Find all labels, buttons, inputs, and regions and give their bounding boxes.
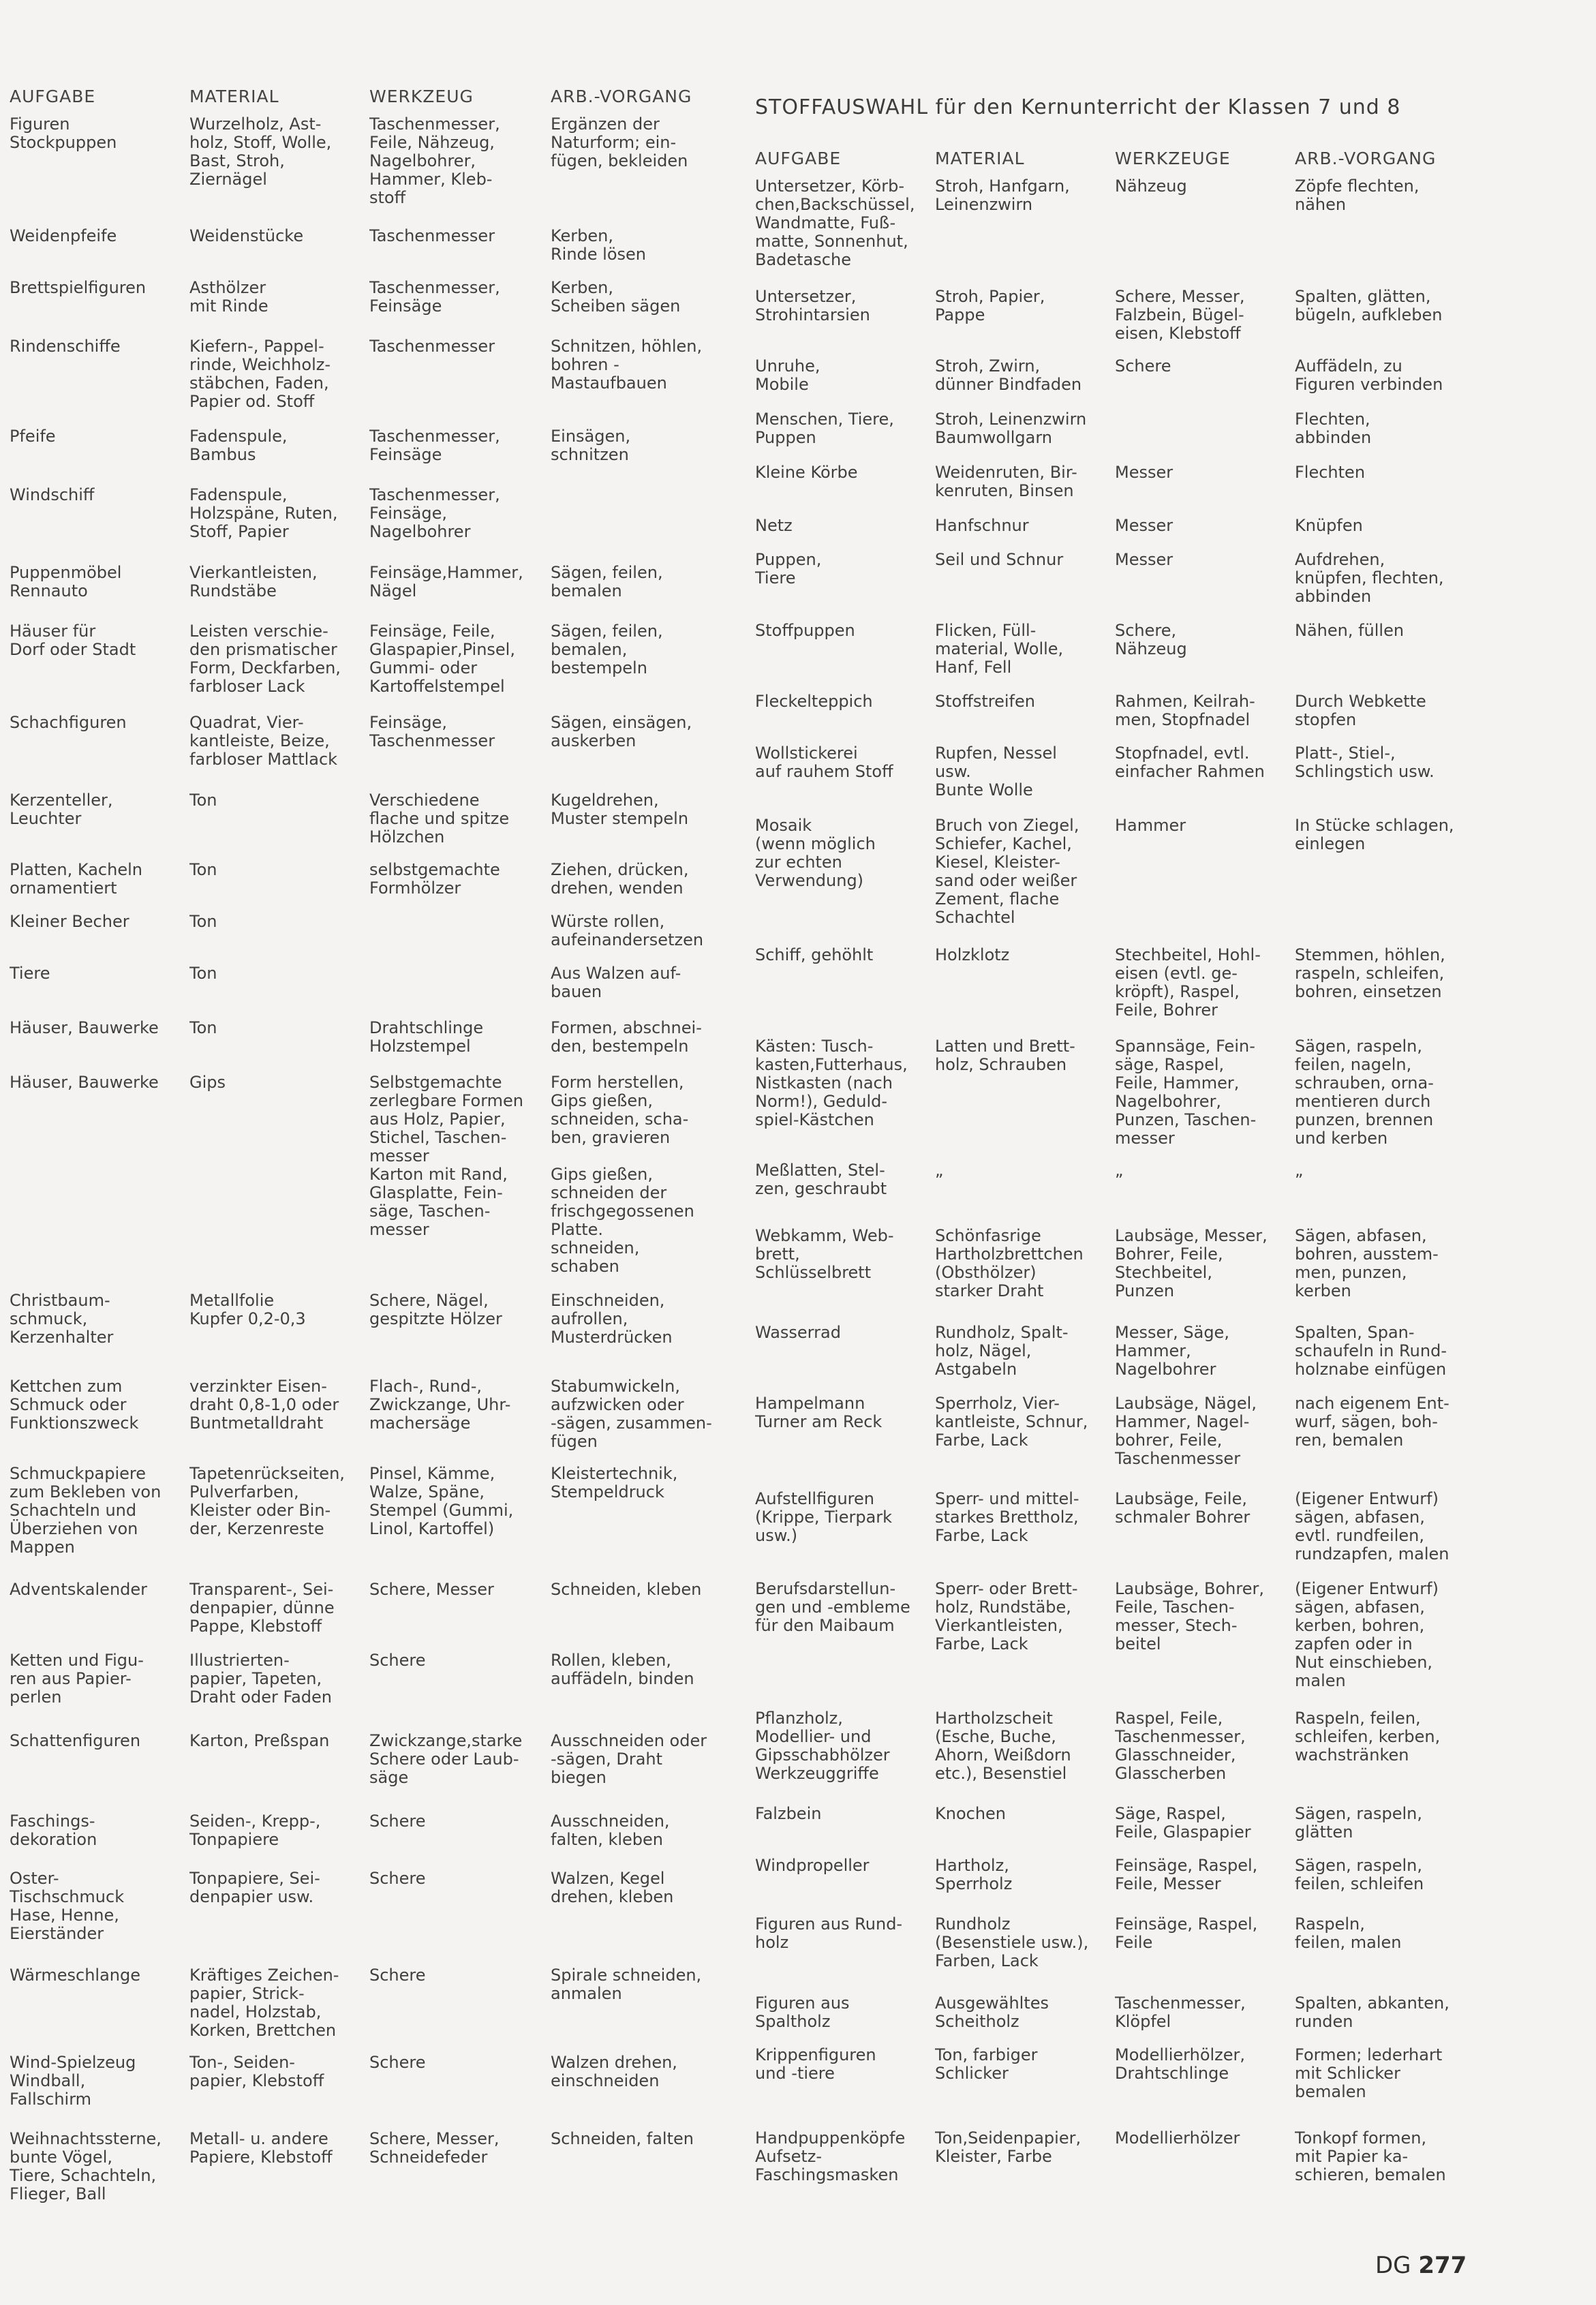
left-cell-aufgabe: Brettspielfiguren	[10, 279, 147, 297]
left-table-row	[10, 1869, 726, 1966]
right-cell-aufgabe: Hampelmann Turner am Reck	[755, 1394, 883, 1431]
right-cell-werkzeug: Nähzeug	[1115, 177, 1187, 196]
right-cell-werkzeug: Laubsäge, Nägel, Hammer, Nagel- bohrer, Feile, Taschenmesser	[1115, 1394, 1257, 1468]
left-cell-aufgabe: Kerzenteller, Leuchter	[10, 791, 113, 828]
left-table-row	[10, 622, 726, 714]
right-table-row	[755, 1227, 1471, 1324]
right-cell-arbeitsvorgang: (Eigener Entwurf) sägen, abfasen, evtl. rundfeilen, rundzapfen, malen	[1295, 1490, 1449, 1563]
right-cell-material: Stroh, Hanfgarn, Leinenzwirn	[935, 177, 1070, 214]
right-cell-material: Stroh, Zwirn, dünner Bindfaden	[935, 357, 1082, 394]
left-cell-werkzeug: Feinsäge, Taschenmesser	[369, 714, 495, 750]
left-cell-material: Weidenstücke	[189, 227, 304, 245]
right-cell-aufgabe: Untersetzer, Strohintarsien	[755, 288, 870, 324]
right-column	[755, 87, 1471, 2190]
right-cell-aufgabe: Kleine Körbe	[755, 463, 858, 482]
left-cell-aufgabe: Wärmeschlange	[10, 1966, 140, 1985]
right-cell-werkzeug: Laubsäge, Bohrer, Feile, Taschen- messer, Stech- beitel	[1115, 1580, 1264, 1653]
right-cell-aufgabe: Unruhe, Mobile	[755, 357, 820, 394]
left-cell-werkzeug: selbstgemachte Formhölzer	[369, 861, 500, 898]
left-cell-material: Asthölzer mit Rinde	[189, 279, 268, 316]
left-cell-werkzeug: Zwickzange,starke Schere oder Laub- säge	[369, 1732, 523, 1787]
left-header-material: MATERIAL	[189, 87, 279, 106]
right-cell-material: Ton, farbiger Schlicker	[935, 2046, 1038, 2083]
left-cell-material: Seiden-, Krepp-, Tonpapiere	[189, 1812, 321, 1849]
right-cell-werkzeug: Raspel, Feile, Taschenmesser, Glasschneider, Glasscherben	[1115, 1709, 1246, 1783]
right-cell-material: Hartholz, Sperrholz	[935, 1857, 1013, 1893]
left-cell-arbeitsvorgang: Ziehen, drücken, drehen, wenden	[551, 861, 689, 898]
right-cell-material: Sperr- oder Brett- holz, Rundstäbe, Vierkantleisten, Farbe, Lack	[935, 1580, 1078, 1653]
right-cell-arbeitsvorgang: Sägen, raspeln, feilen, schleifen	[1295, 1857, 1424, 1893]
right-table-row	[755, 2129, 1471, 2190]
right-cell-arbeitsvorgang: In Stücke schlagen, einlegen	[1295, 816, 1454, 853]
left-table-row	[10, 861, 726, 913]
left-cell-arbeitsvorgang: Schnitzen, höhlen, bohren - Mastaufbauen	[551, 337, 703, 393]
right-cell-aufgabe: Mosaik (wenn möglich zur echten Verwendung)	[755, 816, 876, 890]
left-header-aufgabe: AUFGABE	[10, 87, 96, 106]
right-cell-aufgabe: Fleckelteppich	[755, 692, 873, 711]
left-cell-werkzeug: Taschenmesser, Feinsäge	[369, 427, 500, 464]
right-cell-arbeitsvorgang: (Eigener Entwurf) sägen, abfasen, kerben, bohren, zapfen oder in Nut einschieben, malen	[1295, 1580, 1439, 1690]
right-cell-werkzeug: Messer	[1115, 517, 1173, 535]
right-table-row	[755, 1324, 1471, 1394]
right-cell-arbeitsvorgang: „	[1295, 1161, 1304, 1180]
right-cell-aufgabe: Windpropeller	[755, 1857, 870, 1875]
right-table-row	[755, 177, 1471, 288]
left-cell-werkzeug: Schere	[369, 2054, 426, 2072]
right-table-row	[755, 1161, 1471, 1227]
right-cell-werkzeug: Laubsäge, Messer, Bohrer, Feile, Stechbeitel, Punzen	[1115, 1227, 1268, 1300]
right-cell-arbeitsvorgang: Raspeln, feilen, schleifen, kerben, wachstränken	[1295, 1709, 1441, 1765]
left-cell-aufgabe: Christbaum- schmuck, Kerzenhalter	[10, 1292, 114, 1347]
right-cell-aufgabe: Berufsdarstellun- gen und -embleme für den Maibaum	[755, 1580, 910, 1635]
left-cell-material: Karton, Preßspan	[189, 1732, 330, 1750]
left-cell-material: Metall- u. andere Papiere, Klebstoff	[189, 2130, 333, 2167]
left-cell-werkzeug	[369, 913, 551, 964]
left-cell-aufgabe: Schachfiguren	[10, 714, 127, 732]
right-cell-aufgabe: Falzbein	[755, 1805, 822, 1823]
left-cell-aufgabe: Oster- Tischschmuck Hase, Henne, Eierständer	[10, 1869, 125, 1943]
right-cell-material: Weidenruten, Bir- kenruten, Binsen	[935, 463, 1077, 500]
left-cell-arbeitsvorgang: Kerben, Scheiben sägen	[551, 279, 681, 316]
right-cell-aufgabe: Krippenfiguren und -tiere	[755, 2046, 876, 2083]
right-header-aufgabe: AUFGABE	[755, 149, 842, 168]
right-cell-aufgabe: Menschen, Tiere, Puppen	[755, 410, 894, 447]
right-table-row	[755, 410, 1471, 463]
page-folio	[1375, 2252, 1467, 2279]
left-cell-werkzeug: Schere, Messer, Schneidefeder	[369, 2130, 500, 2167]
right-cell-werkzeug: Stopfnadel, evtl. einfacher Rahmen	[1115, 744, 1265, 781]
left-column	[10, 87, 726, 2212]
right-table-row	[755, 1994, 1471, 2046]
left-cell-aufgabe: Kleiner Becher	[10, 913, 129, 931]
right-cell-material: Bruch von Ziegel, Schiefer, Kachel, Kiesel, Kleister- sand oder weißer Zement, flache Schachtel	[935, 816, 1079, 927]
left-cell-aufgabe: Platten, Kacheln ornamentiert	[10, 861, 142, 898]
right-table-row	[755, 1037, 1471, 1161]
left-table-row	[10, 1073, 726, 1292]
left-cell-aufgabe: Schmuckpapiere zum Bekleben von Schachteln und Überziehen von Mappen	[10, 1465, 162, 1557]
left-table-row	[10, 337, 726, 427]
right-cell-arbeitsvorgang: Durch Webkette stopfen	[1295, 692, 1426, 729]
right-cell-arbeitsvorgang: Raspeln, feilen, malen	[1295, 1915, 1402, 1952]
right-cell-werkzeug: Spannsäge, Fein- säge, Raspel, Feile, Hammer, Nagelbohrer, Punzen, Taschen- messer	[1115, 1037, 1257, 1148]
right-cell-material: Rundholz, Spalt- holz, Nägel, Astgabeln	[935, 1324, 1069, 1379]
right-cell-aufgabe: Pflanzholz, Modellier- und Gipsschabhölzer Werkzeuggriffe	[755, 1709, 890, 1783]
folio-prefix: DG	[1375, 2252, 1411, 2279]
left-cell-arbeitsvorgang: Kleistertechnik, Stempeldruck	[551, 1465, 678, 1501]
right-cell-material: Stroh, Papier, Pappe	[935, 288, 1045, 324]
right-table-title: STOFFAUSWAHL für den Kernunterricht der Klassen 7 und 8	[755, 95, 1401, 119]
left-table-row	[10, 279, 726, 337]
left-cell-werkzeug: Feinsäge,Hammer, Nägel	[369, 564, 523, 600]
left-cell-material: Metallfolie Kupfer 0,2-0,3	[189, 1292, 306, 1328]
left-cell-werkzeug: Drahtschlinge Holzstempel	[369, 1019, 484, 1056]
right-cell-werkzeug: Schere, Nähzeug	[1115, 622, 1187, 658]
left-table-row	[10, 1966, 726, 2054]
left-cell-arbeitsvorgang: Ergänzen der Naturform; ein- fügen, bekleiden	[551, 115, 688, 170]
left-cell-werkzeug: Schere	[369, 1869, 426, 1888]
right-cell-werkzeug: Schere	[1115, 357, 1171, 376]
left-cell-arbeitsvorgang: Formen, abschnei- den, bestempeln	[551, 1019, 702, 1056]
right-cell-material: Hanfschnur	[935, 517, 1029, 535]
left-cell-arbeitsvorgang: Kerben, Rinde lösen	[551, 227, 647, 264]
right-table-header-row	[755, 149, 1471, 177]
left-cell-werkzeug: Pinsel, Kämme, Walze, Späne, Stempel (Gummi, Linol, Kartoffel)	[369, 1465, 514, 1538]
right-cell-arbeitsvorgang: Auffädeln, zu Figuren verbinden	[1295, 357, 1443, 394]
right-cell-aufgabe: Kästen: Tusch- kasten,Futterhaus, Nistkasten (nach Norm!), Geduld- spiel-Kästchen	[755, 1037, 908, 1129]
left-table-row	[10, 913, 726, 964]
right-table-row	[755, 517, 1471, 551]
left-cell-material: Quadrat, Vier- kantleiste, Beize, farbloser Mattlack	[189, 714, 338, 769]
right-table-row	[755, 288, 1471, 357]
left-cell-material: Fadenspule, Holzspäne, Ruten, Stoff, Papier	[189, 486, 338, 541]
right-table-row	[755, 1915, 1471, 1994]
right-cell-material: Ton,Seidenpapier, Kleister, Farbe	[935, 2129, 1081, 2166]
right-header-arbeitsvorgang: ARB.-VORGANG	[1295, 149, 1437, 168]
left-table-row	[10, 1812, 726, 1869]
left-cell-werkzeug: Taschenmesser	[369, 337, 495, 356]
right-cell-aufgabe: Puppen, Tiere	[755, 551, 822, 587]
left-table-row	[10, 486, 726, 564]
left-cell-arbeitsvorgang: Rollen, kleben, auffädeln, binden	[551, 1651, 694, 1688]
right-cell-werkzeug: Messer, Säge, Hammer, Nagelbohrer	[1115, 1324, 1229, 1379]
right-cell-material: Holzklotz	[935, 946, 1010, 964]
right-cell-aufgabe: Wasserrad	[755, 1324, 841, 1342]
left-cell-aufgabe: Weihnachtssterne, bunte Vögel, Tiere, Schachteln, Flieger, Ball	[10, 2130, 162, 2203]
right-cell-material: Schönfasrige Hartholzbrettchen (Obsthölzer) starker Draht	[935, 1227, 1084, 1300]
left-cell-material: Kräftiges Zeichen- papier, Strick- nadel, Holzstab, Korken, Brettchen	[189, 1966, 339, 2040]
right-table-row	[755, 622, 1471, 692]
right-table-row	[755, 1394, 1471, 1490]
left-cell-werkzeug: Selbstgemachte zerlegbare Formen aus Holz, Papier, Stichel, Taschen- messer Karton mit Rand, Glasplatte, Fein- säge, Taschen- messer	[369, 1073, 524, 1239]
left-cell-werkzeug: Taschenmesser, Feinsäge	[369, 279, 500, 316]
left-table-row	[10, 227, 726, 279]
left-cell-material: verzinkter Eisen- draht 0,8-1,0 oder Buntmetalldraht	[189, 1377, 339, 1433]
right-cell-aufgabe: Wollstickerei auf rauhem Stoff	[755, 744, 893, 781]
right-cell-aufgabe: Meßlatten, Stel- zen, geschraubt	[755, 1161, 887, 1198]
right-cell-arbeitsvorgang: Sägen, abfasen, bohren, ausstem- men, punzen, kerben	[1295, 1227, 1439, 1300]
left-cell-arbeitsvorgang: Einsägen, schnitzen	[551, 427, 631, 464]
right-cell-material: Stroh, Leinenzwirn Baumwollgarn	[935, 410, 1087, 447]
right-table	[755, 149, 1471, 2190]
left-cell-material: Ton	[189, 861, 217, 879]
right-cell-arbeitsvorgang: Stemmen, höhlen, raspeln, schleifen, bohren, einsetzen	[1295, 946, 1445, 1001]
left-table-row	[10, 564, 726, 622]
left-cell-arbeitsvorgang: Aus Walzen auf- bauen	[551, 964, 681, 1001]
right-cell-aufgabe: Handpuppenköpfe Aufsetz- Faschingsmasken	[755, 2129, 906, 2184]
left-cell-arbeitsvorgang: Sägen, feilen, bemalen, bestempeln	[551, 622, 663, 677]
right-cell-werkzeug: Feinsäge, Raspel, Feile, Messer	[1115, 1857, 1258, 1893]
right-cell-material: Seil und Schnur	[935, 551, 1064, 569]
left-cell-aufgabe: Häuser, Bauwerke	[10, 1073, 159, 1092]
left-cell-material: Gips	[189, 1073, 226, 1092]
left-cell-werkzeug: Taschenmesser, Feinsäge, Nagelbohrer	[369, 486, 500, 541]
left-cell-material: Wurzelholz, Ast- holz, Stoff, Wolle, Bast, Stroh, Ziernägel	[189, 115, 332, 189]
right-cell-material: Rupfen, Nessel usw. Bunte Wolle	[935, 744, 1057, 799]
right-cell-werkzeug: Modellierhölzer, Drahtschlinge	[1115, 2046, 1246, 2083]
left-cell-arbeitsvorgang: Ausschneiden oder -sägen, Draht biegen	[551, 1732, 707, 1787]
left-cell-material: Fadenspule, Bambus	[189, 427, 288, 464]
left-table-row	[10, 1651, 726, 1732]
right-cell-material: Sperrholz, Vier- kantleiste, Schnur, Farbe, Lack	[935, 1394, 1088, 1450]
left-cell-werkzeug: Taschenmesser, Feile, Nähzeug, Nagelbohrer, Hammer, Kleb- stoff	[369, 115, 500, 207]
left-cell-werkzeug: Schere	[369, 1966, 426, 1985]
left-cell-aufgabe: Kettchen zum Schmuck oder Funktionszweck	[10, 1377, 139, 1433]
right-cell-werkzeug: Messer	[1115, 551, 1173, 569]
left-header-werkzeug: WERKZEUG	[369, 87, 474, 106]
right-cell-arbeitsvorgang: Spalten, abkanten, runden	[1295, 1994, 1449, 2031]
right-cell-arbeitsvorgang: Sägen, raspeln, glätten	[1295, 1805, 1422, 1842]
right-cell-material: Hartholzscheit (Esche, Buche, Ahorn, Weißdorn etc.), Besenstiel	[935, 1709, 1071, 1783]
left-cell-arbeitsvorgang: Spirale schneiden, anmalen	[551, 1966, 702, 2003]
left-cell-aufgabe: Adventskalender	[10, 1581, 148, 1599]
right-cell-aufgabe: Figuren aus Rund- holz	[755, 1915, 903, 1952]
right-cell-werkzeug: Messer	[1115, 463, 1173, 482]
left-cell-arbeitsvorgang: Ausschneiden, falten, kleben	[551, 1812, 670, 1849]
right-cell-werkzeug: Laubsäge, Feile, schmaler Bohrer	[1115, 1490, 1250, 1527]
left-cell-werkzeug: Flach-, Rund-, Zwickzange, Uhr- machersäge	[369, 1377, 511, 1433]
right-cell-material: Latten und Brett- holz, Schrauben	[935, 1037, 1075, 1074]
left-cell-arbeitsvorgang: Sägen, einsägen, auskerben	[551, 714, 692, 750]
left-cell-aufgabe: Weidenpfeife	[10, 227, 117, 245]
right-cell-arbeitsvorgang: Tonkopf formen, mit Papier ka- schieren, bemalen	[1295, 2129, 1446, 2184]
left-table-row	[10, 1581, 726, 1651]
right-table-body	[755, 177, 1471, 2190]
left-cell-material: Ton-, Seiden- papier, Klebstoff	[189, 2054, 324, 2090]
right-cell-werkzeug: „	[1115, 1161, 1124, 1180]
right-cell-arbeitsvorgang: Aufdrehen, knüpfen, flechten, abbinden	[1295, 551, 1444, 606]
left-table-body	[10, 115, 726, 2212]
left-cell-material: Ton	[189, 913, 217, 931]
right-cell-aufgabe: Webkamm, Web- brett, Schlüsselbrett	[755, 1227, 894, 1282]
right-cell-arbeitsvorgang: Knüpfen	[1295, 517, 1363, 535]
right-cell-werkzeug	[1115, 410, 1295, 463]
left-cell-arbeitsvorgang: Würste rollen, aufeinandersetzen	[551, 913, 704, 949]
right-cell-werkzeug: Rahmen, Keilrah- men, Stopfnadel	[1115, 692, 1255, 729]
left-cell-arbeitsvorgang: Kugeldrehen, Muster stempeln	[551, 791, 689, 828]
right-cell-werkzeug: Modellierhölzer	[1115, 2129, 1240, 2148]
left-cell-aufgabe: Faschings- dekoration	[10, 1812, 97, 1849]
left-cell-material: Illustrierten- papier, Tapeten, Draht oder Faden	[189, 1651, 333, 1707]
right-table-row	[755, 744, 1471, 816]
right-cell-arbeitsvorgang: Platt-, Stiel-, Schlingstich usw.	[1295, 744, 1434, 781]
right-cell-aufgabe: Stoffpuppen	[755, 622, 855, 640]
left-table-row	[10, 1465, 726, 1581]
left-cell-arbeitsvorgang: Schneiden, falten	[551, 2130, 694, 2148]
left-table-row	[10, 1732, 726, 1812]
right-table-row	[755, 1490, 1471, 1580]
left-cell-werkzeug: Schere, Nägel, gespitzte Hölzer	[369, 1292, 502, 1328]
left-cell-arbeitsvorgang: Sägen, feilen, bemalen	[551, 564, 663, 600]
left-cell-material: Ton	[189, 964, 217, 983]
left-cell-werkzeug: Schere	[369, 1651, 426, 1670]
right-cell-material: Sperr- und mittel- starkes Brettholz, Farbe, Lack	[935, 1490, 1079, 1545]
left-cell-arbeitsvorgang: Form herstellen, Gips gießen, schneiden, scha- ben, gravieren Gips gießen, schneiden der frischgegossenen Platte. schneiden, schaben	[551, 1073, 694, 1276]
left-cell-material: Tapetenrückseiten, Pulverfarben, Kleister oder Bin- der, Kerzenreste	[189, 1465, 345, 1538]
left-cell-werkzeug: Schere	[369, 1812, 426, 1831]
right-table-row	[755, 1805, 1471, 1857]
right-table-row	[755, 946, 1471, 1037]
left-table-row	[10, 2130, 726, 2212]
left-cell-material: Tonpapiere, Sei- denpapier usw.	[189, 1869, 320, 1906]
left-cell-material: Transparent-, Sei- denpapier, dünne Pappe, Klebstoff	[189, 1581, 335, 1636]
left-table-row	[10, 1019, 726, 1073]
left-cell-aufgabe: Häuser, Bauwerke	[10, 1019, 159, 1037]
right-table-row	[755, 463, 1471, 517]
right-table-row	[755, 1857, 1471, 1915]
right-cell-arbeitsvorgang: Spalten, glätten, bügeln, aufkleben	[1295, 288, 1443, 324]
right-cell-arbeitsvorgang: Formen; lederhart mit Schlicker bemalen	[1295, 2046, 1443, 2101]
left-table-header-row	[10, 87, 726, 115]
right-header-material: MATERIAL	[935, 149, 1025, 168]
left-table	[10, 87, 726, 2212]
left-cell-aufgabe: Ketten und Figu- ren aus Papier- perlen	[10, 1651, 144, 1707]
right-cell-arbeitsvorgang: Flechten	[1295, 463, 1366, 482]
right-cell-aufgabe: Figuren aus Spaltholz	[755, 1994, 850, 2031]
left-header-arbeitsvorgang: ARB.-VORGANG	[551, 87, 692, 106]
left-cell-aufgabe: Rindenschiffe	[10, 337, 121, 356]
right-cell-material: Flicken, Füll- material, Wolle, Hanf, Fell	[935, 622, 1064, 677]
right-cell-arbeitsvorgang: Spalten, Span- schaufeln in Rund- holznabe einfügen	[1295, 1324, 1447, 1379]
left-cell-aufgabe: Puppenmöbel Rennauto	[10, 564, 122, 600]
right-cell-arbeitsvorgang: nach eigenem Ent- wurf, sägen, boh- ren, bemalen	[1295, 1394, 1449, 1450]
left-cell-arbeitsvorgang: Schneiden, kleben	[551, 1581, 702, 1599]
right-cell-aufgabe: Untersetzer, Körb- chen,Backschüssel, Wandmatte, Fuß- matte, Sonnenhut, Badetasche	[755, 177, 915, 269]
right-cell-material: „	[935, 1161, 944, 1180]
left-cell-werkzeug: Schere, Messer	[369, 1581, 494, 1599]
right-table-row	[755, 692, 1471, 744]
right-table-row	[755, 2046, 1471, 2129]
left-cell-arbeitsvorgang	[551, 486, 726, 564]
right-table-row	[755, 357, 1471, 410]
right-table-row	[755, 551, 1471, 622]
right-table-row	[755, 1580, 1471, 1709]
left-cell-arbeitsvorgang: Walzen, Kegel drehen, kleben	[551, 1869, 674, 1906]
left-cell-aufgabe: Figuren Stockpuppen	[10, 115, 117, 152]
right-cell-arbeitsvorgang: Zöpfe flechten, nähen	[1295, 177, 1419, 214]
left-cell-aufgabe: Windschiff	[10, 486, 95, 504]
left-cell-aufgabe: Wind-Spielzeug Windball, Fallschirm	[10, 2054, 136, 2109]
left-cell-material: Ton	[189, 791, 217, 810]
right-cell-arbeitsvorgang: Nähen, füllen	[1295, 622, 1405, 640]
left-cell-material: Kiefern-, Pappel- rinde, Weichholz- stäbchen, Faden, Papier od. Stoff	[189, 337, 331, 411]
right-cell-werkzeug: Stechbeitel, Hohl- eisen (evtl. ge- kröpft), Raspel, Feile, Bohrer	[1115, 946, 1261, 1020]
right-cell-material: Ausgewähltes Scheitholz	[935, 1994, 1049, 2031]
left-cell-werkzeug: Feinsäge, Feile, Glaspapier,Pinsel, Gummi- oder Kartoffelstempel	[369, 622, 515, 696]
left-table-row	[10, 1377, 726, 1465]
left-cell-werkzeug: Verschiedene flache und spitze Hölzchen	[369, 791, 510, 846]
page-number: 277	[1418, 2252, 1467, 2279]
left-cell-werkzeug: Taschenmesser	[369, 227, 495, 245]
left-cell-arbeitsvorgang: Walzen drehen, einschneiden	[551, 2054, 677, 2090]
right-cell-werkzeug: Feinsäge, Raspel, Feile	[1115, 1915, 1258, 1952]
left-cell-material: Ton	[189, 1019, 217, 1037]
right-cell-aufgabe: Aufstellfiguren (Krippe, Tierpark usw.)	[755, 1490, 893, 1545]
left-cell-material: Leisten verschie- den prismatischer Form, Deckfarben, farbloser Lack	[189, 622, 341, 696]
left-table-row	[10, 2054, 726, 2130]
left-table-row	[10, 964, 726, 1019]
left-cell-aufgabe: Schattenfiguren	[10, 1732, 141, 1750]
right-cell-werkzeug: Hammer	[1115, 816, 1186, 835]
left-cell-material: Vierkantleisten, Rundstäbe	[189, 564, 318, 600]
left-table-row	[10, 791, 726, 861]
right-cell-arbeitsvorgang: Flechten, abbinden	[1295, 410, 1372, 447]
right-cell-arbeitsvorgang: Sägen, raspeln, feilen, nageln, schrauben, orna- mentieren durch punzen, brennen und kerben	[1295, 1037, 1434, 1148]
right-table-row	[755, 1709, 1471, 1805]
right-cell-material: Knochen	[935, 1805, 1007, 1823]
right-cell-werkzeug: Taschenmesser, Klöpfel	[1115, 1994, 1246, 2031]
left-table-row	[10, 427, 726, 486]
right-cell-material: Rundholz (Besenstiele usw.), Farben, Lack	[935, 1915, 1089, 1970]
left-table-row	[10, 1292, 726, 1377]
left-cell-arbeitsvorgang: Stabumwickeln, aufzwicken oder -sägen, zusammen- fügen	[551, 1377, 712, 1451]
left-cell-arbeitsvorgang: Einschneiden, aufrollen, Musterdrücken	[551, 1292, 673, 1347]
left-cell-aufgabe: Pfeife	[10, 427, 56, 446]
right-cell-material: Stoffstreifen	[935, 692, 1035, 711]
right-cell-aufgabe: Netz	[755, 517, 793, 535]
left-table-row	[10, 714, 726, 791]
right-cell-werkzeug: Schere, Messer, Falzbein, Bügel- eisen, Klebstoff	[1115, 288, 1245, 343]
left-cell-aufgabe: Tiere	[10, 964, 50, 983]
left-cell-werkzeug	[369, 964, 551, 1019]
right-table-row	[755, 816, 1471, 946]
left-cell-aufgabe: Häuser für Dorf oder Stadt	[10, 622, 136, 659]
right-cell-aufgabe: Schiff, gehöhlt	[755, 946, 874, 964]
right-cell-werkzeug: Säge, Raspel, Feile, Glaspapier	[1115, 1805, 1251, 1842]
left-table-row	[10, 115, 726, 227]
right-header-werkzeuge: WERKZEUGE	[1115, 149, 1231, 168]
